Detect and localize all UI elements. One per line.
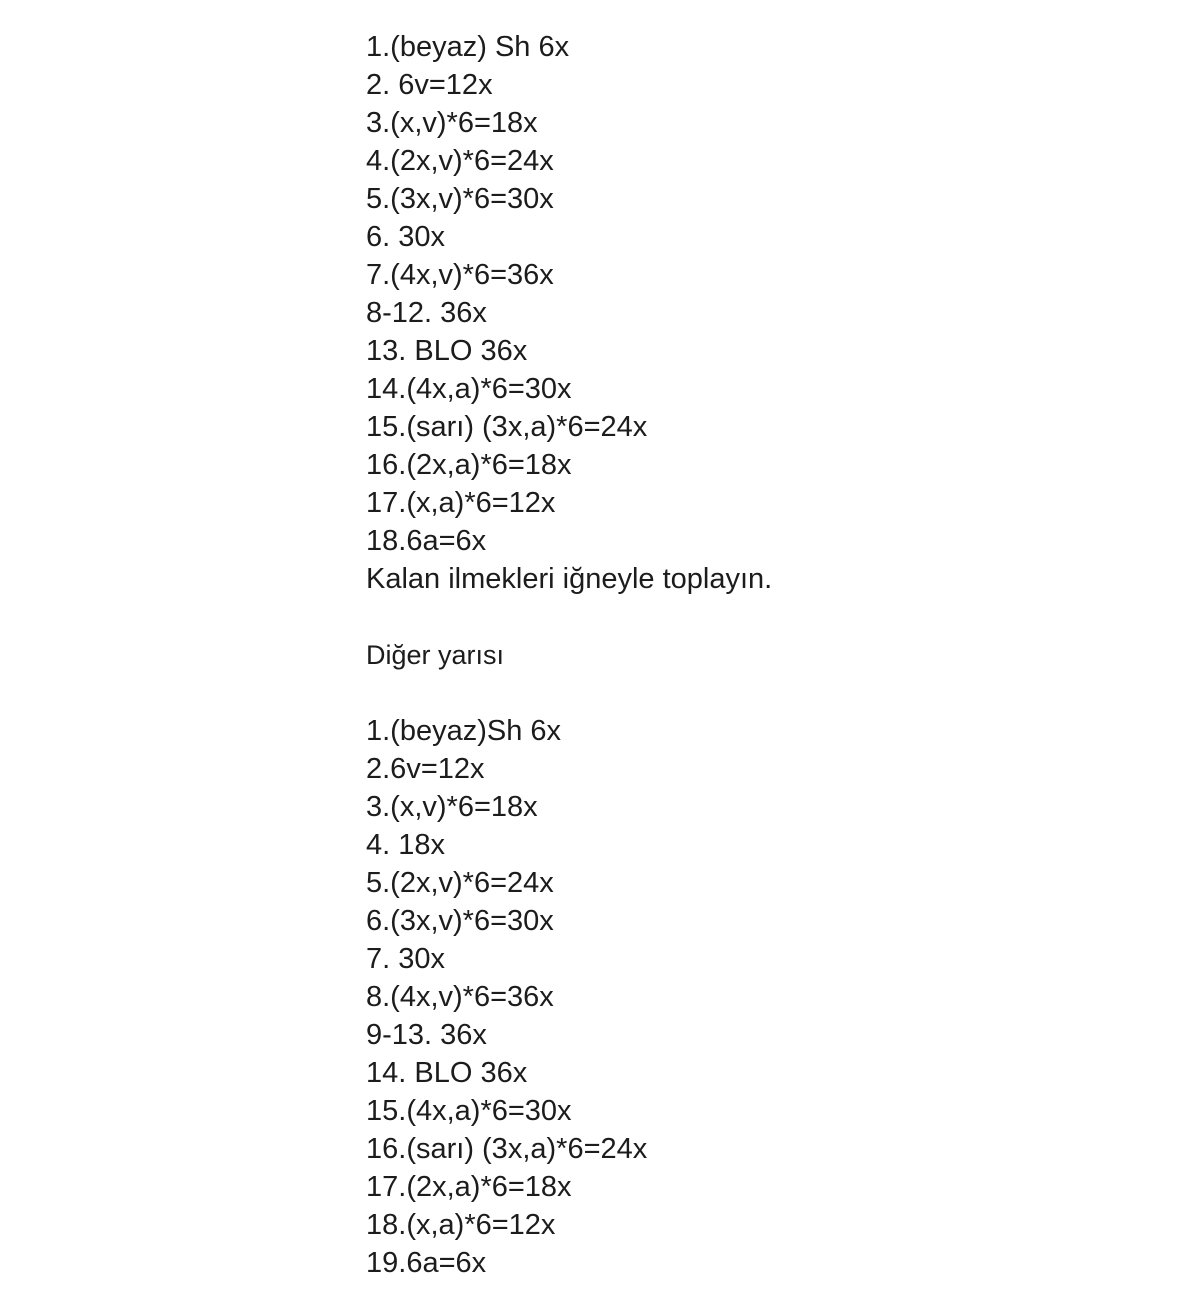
pattern-row: 6.(3x,v)*6=30x xyxy=(366,905,554,937)
pattern-row: 1.(beyaz) Sh 6x xyxy=(366,31,570,63)
pattern-row: 16.(sarı) (3x,a)*6=24x xyxy=(366,1133,648,1165)
pattern-row: 14. BLO 36x xyxy=(366,1057,528,1089)
pattern-row: 2.6v=12x xyxy=(366,753,485,785)
pattern-row: 18.(x,a)*6=12x xyxy=(366,1209,556,1241)
pattern-row: 3.(x,v)*6=18x xyxy=(366,107,538,139)
pattern-row: 7. 30x xyxy=(366,943,445,975)
section-title: Diğer yarısı xyxy=(366,640,505,670)
pattern-row: 14.(4x,a)*6=30x xyxy=(366,373,572,405)
pattern-row: 4. 18x xyxy=(366,829,445,861)
pattern-row: 1.(beyaz)Sh 6x xyxy=(366,715,562,747)
pattern-row: 2. 6v=12x xyxy=(366,69,493,101)
pattern-document xyxy=(366,28,1146,1282)
pattern-row: 19.6a=6x xyxy=(366,1247,487,1279)
part1-rows xyxy=(366,28,1146,598)
pattern-row: 16.(2x,a)*6=18x xyxy=(366,449,572,481)
pattern-row: 13. BLO 36x xyxy=(366,335,528,367)
pattern-row: 5.(2x,v)*6=24x xyxy=(366,867,554,899)
finishing-note: Kalan ilmekleri iğneyle toplayın. xyxy=(366,563,773,595)
pattern-row: 5.(3x,v)*6=30x xyxy=(366,183,554,215)
spacer xyxy=(366,674,1146,712)
pattern-row: 8.(4x,v)*6=36x xyxy=(366,981,554,1013)
spacer xyxy=(366,598,1146,636)
pattern-row: 18.6a=6x xyxy=(366,525,487,557)
pattern-row: 8-12. 36x xyxy=(366,297,487,329)
pattern-row: 15.(4x,a)*6=30x xyxy=(366,1095,572,1127)
pattern-row: 3.(x,v)*6=18x xyxy=(366,791,538,823)
pattern-row: 6. 30x xyxy=(366,221,445,253)
pattern-row: 15.(sarı) (3x,a)*6=24x xyxy=(366,411,648,443)
pattern-row: 17.(x,a)*6=12x xyxy=(366,487,556,519)
pattern-row: 7.(4x,v)*6=36x xyxy=(366,259,554,291)
pattern-row: 17.(2x,a)*6=18x xyxy=(366,1171,572,1203)
pattern-row: 9-13. 36x xyxy=(366,1019,487,1051)
pattern-row: 4.(2x,v)*6=24x xyxy=(366,145,554,177)
part2-rows xyxy=(366,712,1146,1282)
